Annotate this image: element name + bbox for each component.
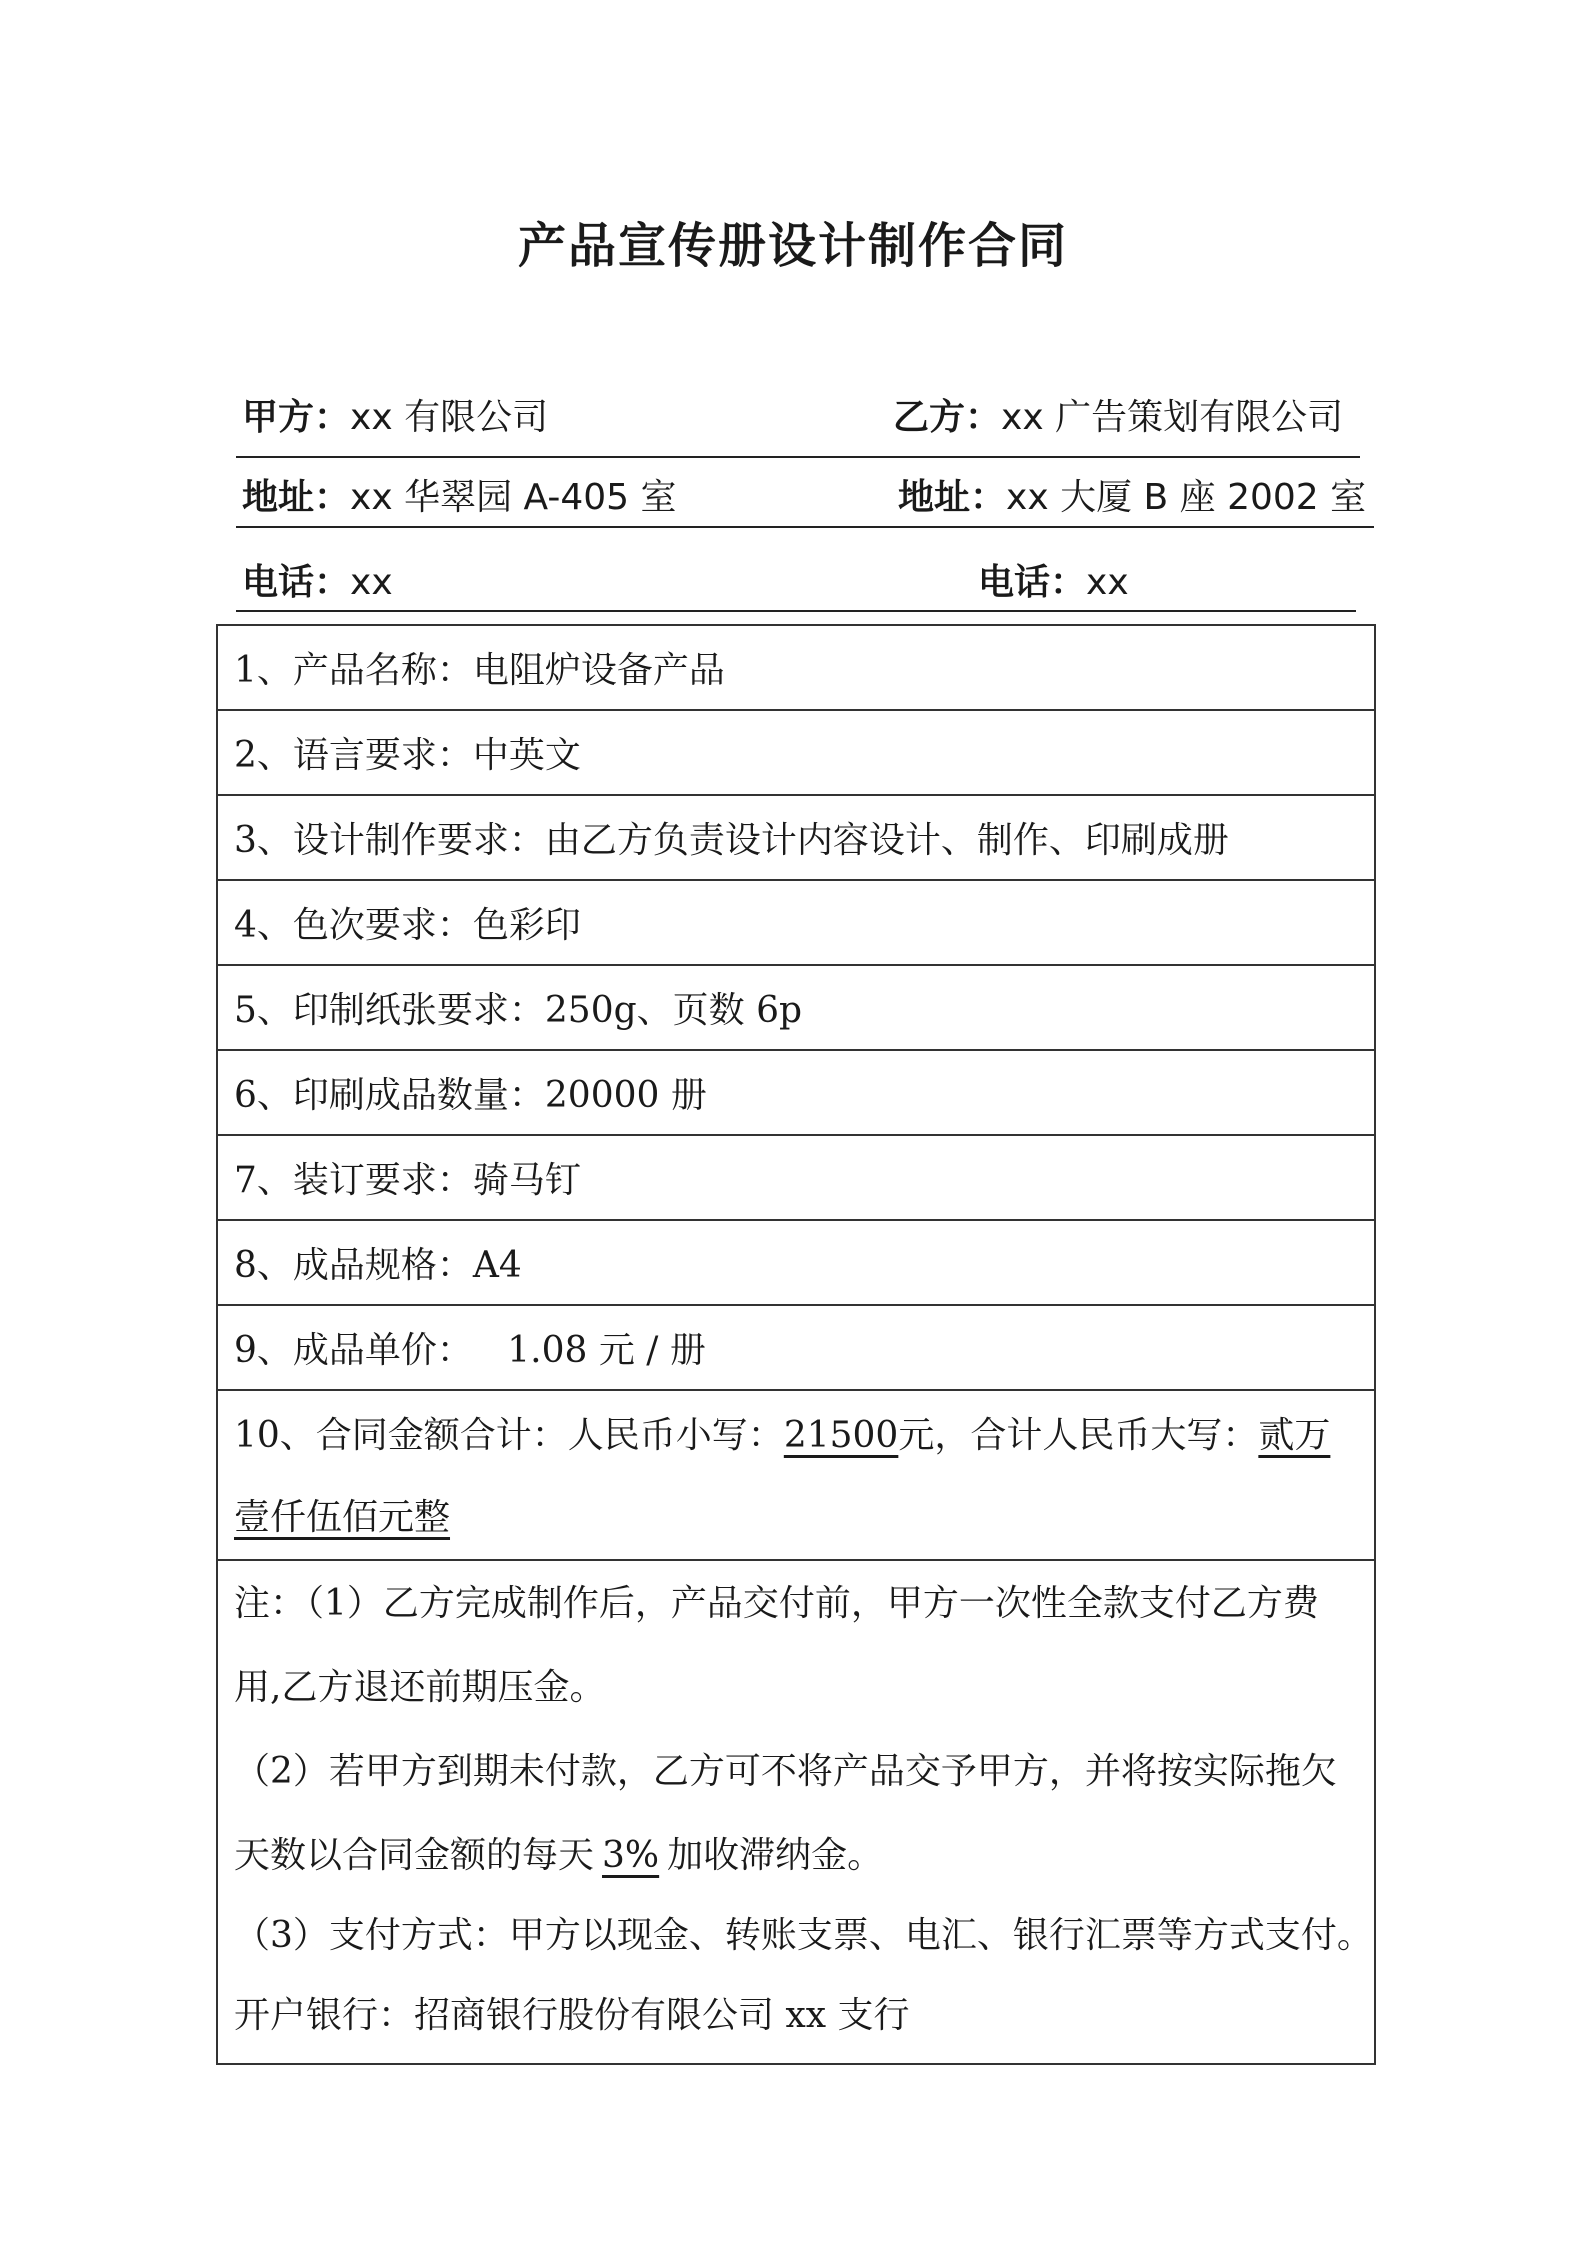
party-b-address-label: 地址： [898, 477, 1007, 518]
item-language: 2、语言要求：中英文 [234, 735, 581, 776]
note-3: （3）支付方式：甲方以现金、转账支票、电汇、银行汇票等方式支付。 [234, 1915, 1373, 1956]
party-b-phone-label: 电话： [978, 562, 1087, 603]
note-1-line-2: 用,乙方退还前期压金。 [234, 1667, 606, 1708]
table-row-notes [218, 1561, 1374, 2065]
party-a-phone-label: 电话： [242, 562, 351, 603]
table-row [218, 626, 1374, 711]
table-row-total [218, 1391, 1374, 1561]
bank-info: 开户银行：招商银行股份有限公司 xx 支行 [234, 1995, 910, 2036]
total-prefix: 10、合同金额合计：人民币小写： [234, 1415, 784, 1456]
table-row [218, 966, 1374, 1051]
note-2-suffix: 加收滞纳金。 [667, 1835, 884, 1876]
party-b-phone-value: xx [1086, 562, 1129, 603]
contract-table [216, 624, 1376, 2065]
total-small-amount: 21500 [783, 1415, 899, 1456]
item-design-requirement: 3、设计制作要求：由乙方负责设计内容设计、制作、印刷成册 [234, 820, 1229, 861]
total-line-2 [234, 1493, 450, 1543]
party-a-label: 甲方： [242, 397, 351, 438]
party-b-label: 乙方： [893, 397, 1002, 438]
item-unit-price: 9、成品单价： 1.08 元 / 册 [234, 1330, 706, 1371]
party-a-phone-value: xx [350, 562, 393, 603]
party-a-phone [242, 555, 393, 617]
party-a-address-value: xx 华翠园 A-405 室 [350, 477, 677, 518]
party-b [893, 390, 1343, 452]
total-line-1 [234, 1411, 1330, 1461]
table-row [218, 711, 1374, 796]
item-paper: 5、印制纸张要求：250g、页数 6p [234, 990, 803, 1031]
total-mid: 元，合计人民币大写： [898, 1415, 1259, 1456]
total-big-amount-part1: 贰万 [1258, 1415, 1331, 1456]
item-binding: 7、装订要求：骑马钉 [234, 1160, 581, 1201]
table-row [218, 1306, 1374, 1391]
document-title: 产品宣传册设计制作合同 [517, 218, 1068, 274]
note-2-line-2 [234, 1831, 883, 1881]
party-a [242, 390, 548, 452]
party-b-name: xx 广告策划有限公司 [1001, 397, 1344, 438]
note-1-line-1: 注：（1）乙方完成制作后，产品交付前，甲方一次性全款支付乙方费 [234, 1583, 1319, 1624]
divider-line [236, 456, 1360, 458]
table-row [218, 1221, 1374, 1306]
item-color: 4、色次要求：色彩印 [234, 905, 581, 946]
item-quantity: 6、印刷成品数量：20000 册 [234, 1075, 707, 1116]
table-row [218, 796, 1374, 881]
table-row [218, 881, 1374, 966]
party-a-address [242, 470, 677, 532]
party-a-address-label: 地址： [242, 477, 351, 518]
table-row [218, 1051, 1374, 1136]
party-b-address-value: xx 大厦 B 座 2002 室 [1006, 477, 1367, 518]
note-2-prefix: 天数以合同金额的每天 [234, 1835, 595, 1876]
party-a-name: xx 有限公司 [350, 397, 549, 438]
note-2-rate: 3% [602, 1835, 660, 1876]
party-b-phone [978, 555, 1129, 617]
divider-line [236, 610, 1356, 612]
table-row [218, 1136, 1374, 1221]
party-b-address [898, 470, 1366, 532]
total-big-amount-part2: 壹仟伍佰元整 [234, 1497, 451, 1538]
item-spec: 8、成品规格：A4 [234, 1245, 522, 1286]
note-2-line-1: （2）若甲方到期未付款，乙方可不将产品交予甲方，并将按实际拖欠 [234, 1751, 1337, 1792]
item-product-name: 1、产品名称：电阻炉设备产品 [234, 650, 725, 691]
divider-line [236, 526, 1374, 528]
